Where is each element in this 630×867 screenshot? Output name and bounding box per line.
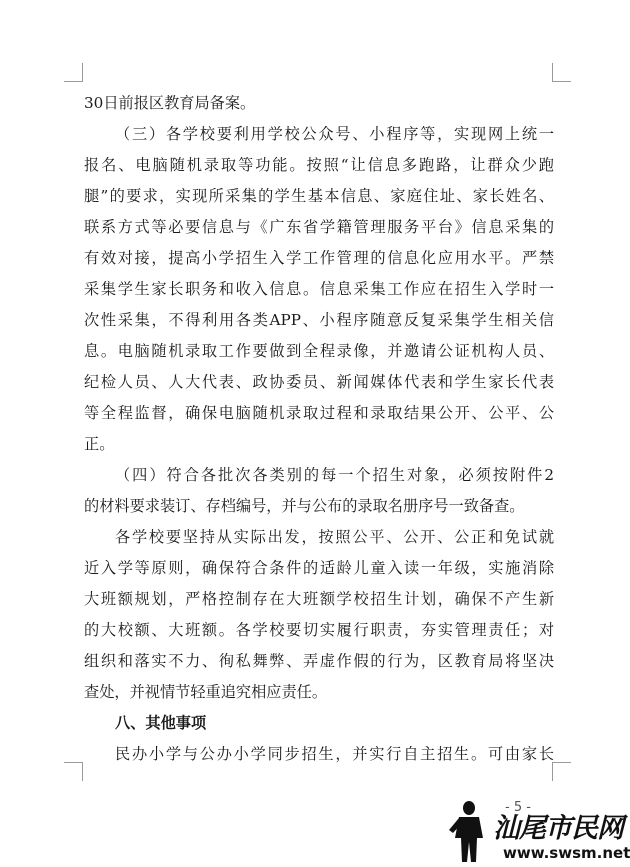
text-line: 民办小学与公办小学同步招生，并实行自主招生。可由家长: [115, 745, 554, 763]
crop-mark-top-left: [64, 63, 83, 82]
text-line: 等全程监督，确保电脑随机录取过程和录取结果公开、公平、公: [84, 404, 554, 422]
site-watermark: [445, 800, 630, 867]
text-line: 的材料要求装订、存档编号，并与公布的录取名册序号一致备查。: [84, 497, 525, 515]
section-heading: 八、其他事项: [115, 714, 207, 732]
text-line: 近入学等原则，确保符合条件的适龄儿童入读一年级，实施消除: [84, 559, 554, 577]
text-line: 纪检人员、人大代表、政协委员、新闻媒体代表和学生家长代表: [84, 373, 554, 391]
watermark-site-name: 汕尾市民网: [493, 813, 623, 844]
text-line: 息。电脑随机录取工作要做到全程录像，并邀请公证机构人员、: [84, 342, 554, 360]
text-line: 的大校额、大班额。各学校要切实履行职责，夯实管理责任；对: [84, 621, 554, 639]
text-line: 有效对接，提高小学招生入学工作管理的信息化应用水平。严禁: [84, 249, 554, 267]
crop-mark-bottom-left: [64, 762, 83, 781]
text-line: 联系方式等必要信息与《广东省学籍管理服务平台》信息采集的: [84, 218, 554, 236]
text-line: 次性采集，不得利用各类APP、小程序随意反复采集学生相关信: [84, 311, 554, 329]
crop-mark-top-right: [552, 63, 571, 82]
text-line: 各学校要坚持从实际出发，按照公平、公开、公正和免试就: [115, 528, 554, 546]
text-line: 组织和落实不力、徇私舞弊、弄虚作假的行为，区教育局将坚决: [84, 652, 554, 670]
watermark-url: www.swsm.net: [503, 844, 630, 862]
text-line: （四）符合各批次各类别的每一个招生对象，必须按附件2: [115, 466, 554, 484]
text-line: 查处，并视情节轻重追究相应责任。: [84, 683, 327, 701]
document-body: [84, 88, 554, 770]
text-line: 正。: [84, 435, 115, 453]
crop-mark-bottom-right: [552, 762, 571, 781]
text-line: 腿”的要求，实现所采集的学生基本信息、家庭住址、家长姓名、: [84, 187, 554, 205]
text-line: 采集学生家长职务和收入信息。信息采集工作应在招生入学时一: [84, 280, 554, 298]
page-number: - 5 -: [505, 800, 531, 815]
text-line: 报名、电脑随机录取等功能。按照“让信息多跑路，让群众少跑: [84, 156, 554, 174]
text-line: （三）各学校要利用学校公众号、小程序等，实现网上统一: [115, 125, 554, 143]
person-silhouette-icon: [447, 800, 491, 864]
text-line: 30日前报区教育局备案。: [84, 94, 256, 112]
text-line: 大班额规划，严格控制存在大班额学校招生计划，确保不产生新: [84, 590, 554, 608]
